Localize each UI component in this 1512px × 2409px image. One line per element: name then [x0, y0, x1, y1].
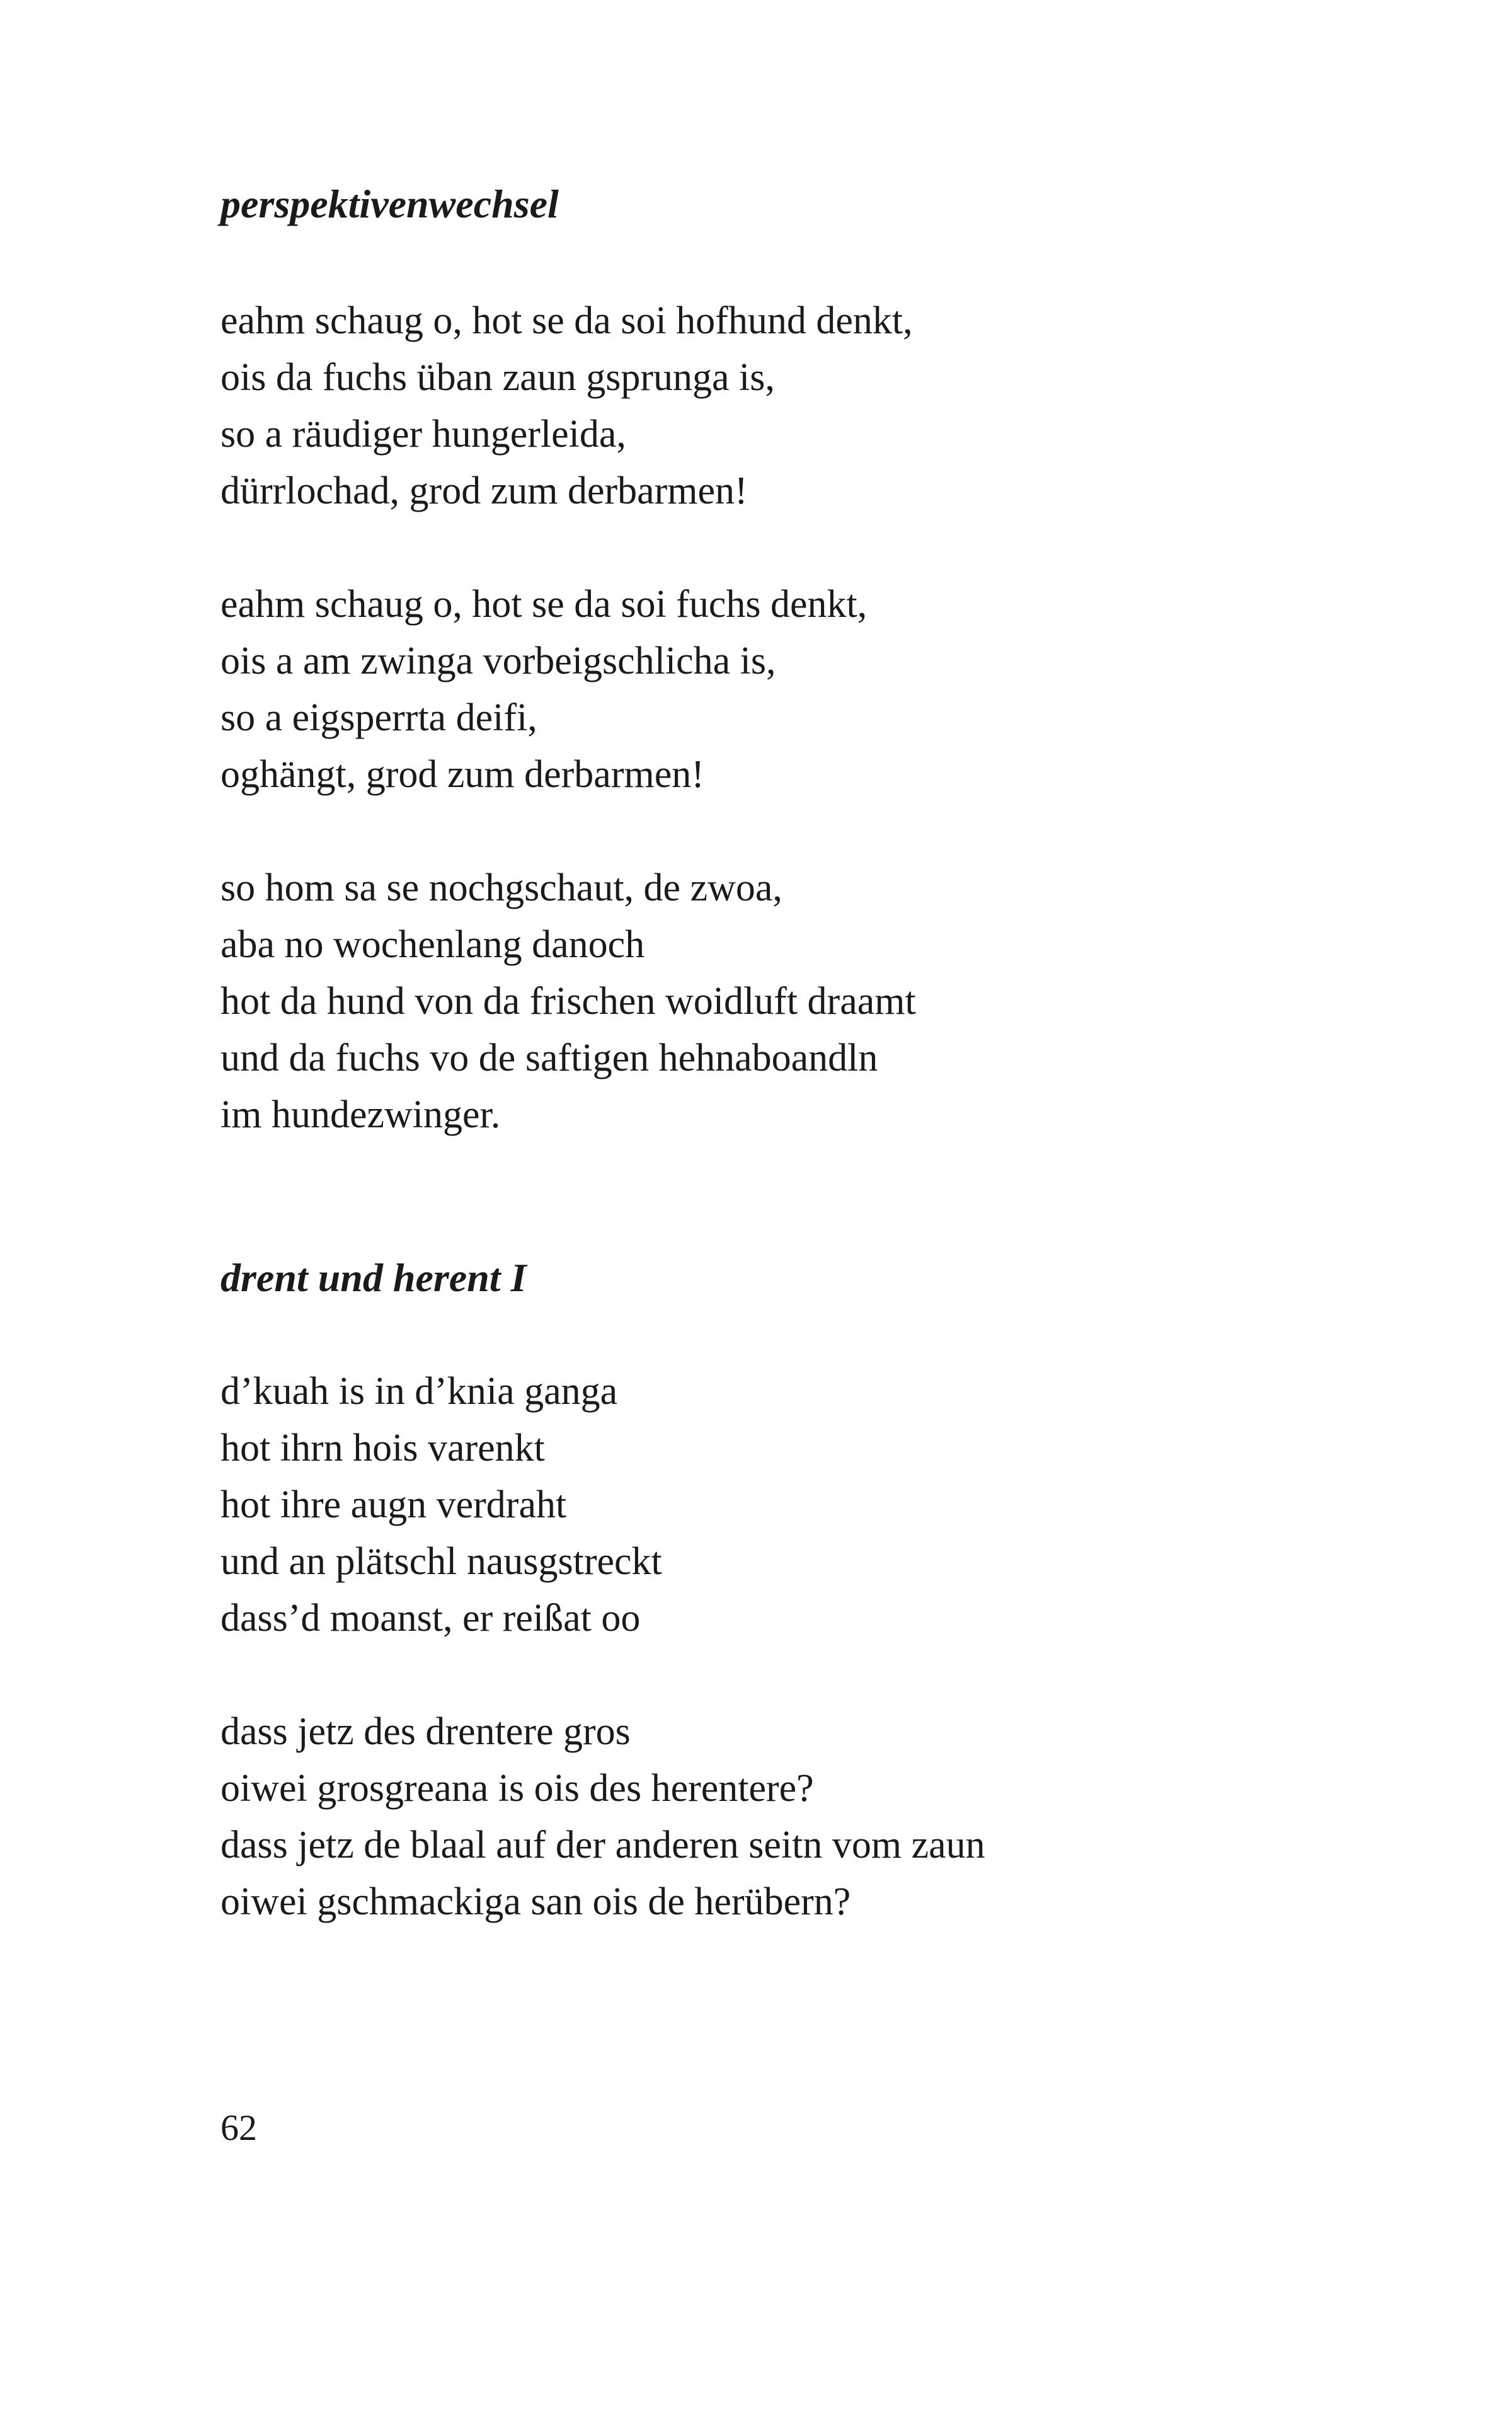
verse-line: und an plätschl nausgstreckt — [220, 1540, 662, 1583]
verse-line: oiwei grosgreana is ois des herentere? — [220, 1767, 814, 1810]
stanza — [220, 1363, 985, 1647]
verse-line: hot da hund von da frischen woidluft draamt — [220, 980, 916, 1023]
verse-line: eahm schaug o, hot se da soi fuchs denkt, — [220, 583, 868, 626]
stanza — [220, 1703, 985, 1930]
verse-line: dass jetz des drentere gros — [220, 1710, 631, 1753]
poem-body — [220, 1363, 985, 1930]
verse-line: so a räudiger hungerleida, — [220, 413, 626, 456]
verse-line: oghängt, grod zum derbarmen! — [220, 753, 704, 796]
verse-line: so hom sa se nochgschaut, de zwoa, — [220, 866, 782, 909]
verse-line: d’kuah is in d’knia ganga — [220, 1370, 618, 1413]
poem-body — [220, 292, 916, 1143]
stanza — [220, 292, 916, 519]
poem-title: perspektivenwechsel — [220, 181, 559, 226]
stanza — [220, 860, 916, 1143]
verse-line: hot ihre augn verdraht — [220, 1483, 567, 1526]
verse-line: ois da fuchs üban zaun gsprunga is, — [220, 356, 775, 399]
page-number: 62 — [220, 2107, 257, 2148]
verse-line: oiwei gschmackiga san ois de herübern? — [220, 1880, 851, 1923]
verse-line: und da fuchs vo de saftigen hehnaboandln — [220, 1037, 878, 1079]
verse-line: dass jetz de blaal auf der anderen seitn vom zaun — [220, 1824, 985, 1866]
verse-line: im hundezwinger. — [220, 1093, 501, 1136]
poem-title: drent und herent I — [220, 1255, 527, 1300]
verse-line: dürrlochad, grod zum derbarmen! — [220, 469, 748, 512]
verse-line: eahm schaug o, hot se da soi hofhund denkt, — [220, 299, 913, 342]
verse-line: ois a am zwinga vorbeigschlicha is, — [220, 640, 776, 682]
verse-line: so a eigsperrta deifi, — [220, 696, 537, 739]
verse-line: aba no wochenlang danoch — [220, 923, 645, 966]
verse-line: hot ihrn hois varenkt — [220, 1427, 545, 1469]
verse-line: dass’d moanst, er reißat oo — [220, 1597, 641, 1640]
stanza — [220, 576, 916, 803]
